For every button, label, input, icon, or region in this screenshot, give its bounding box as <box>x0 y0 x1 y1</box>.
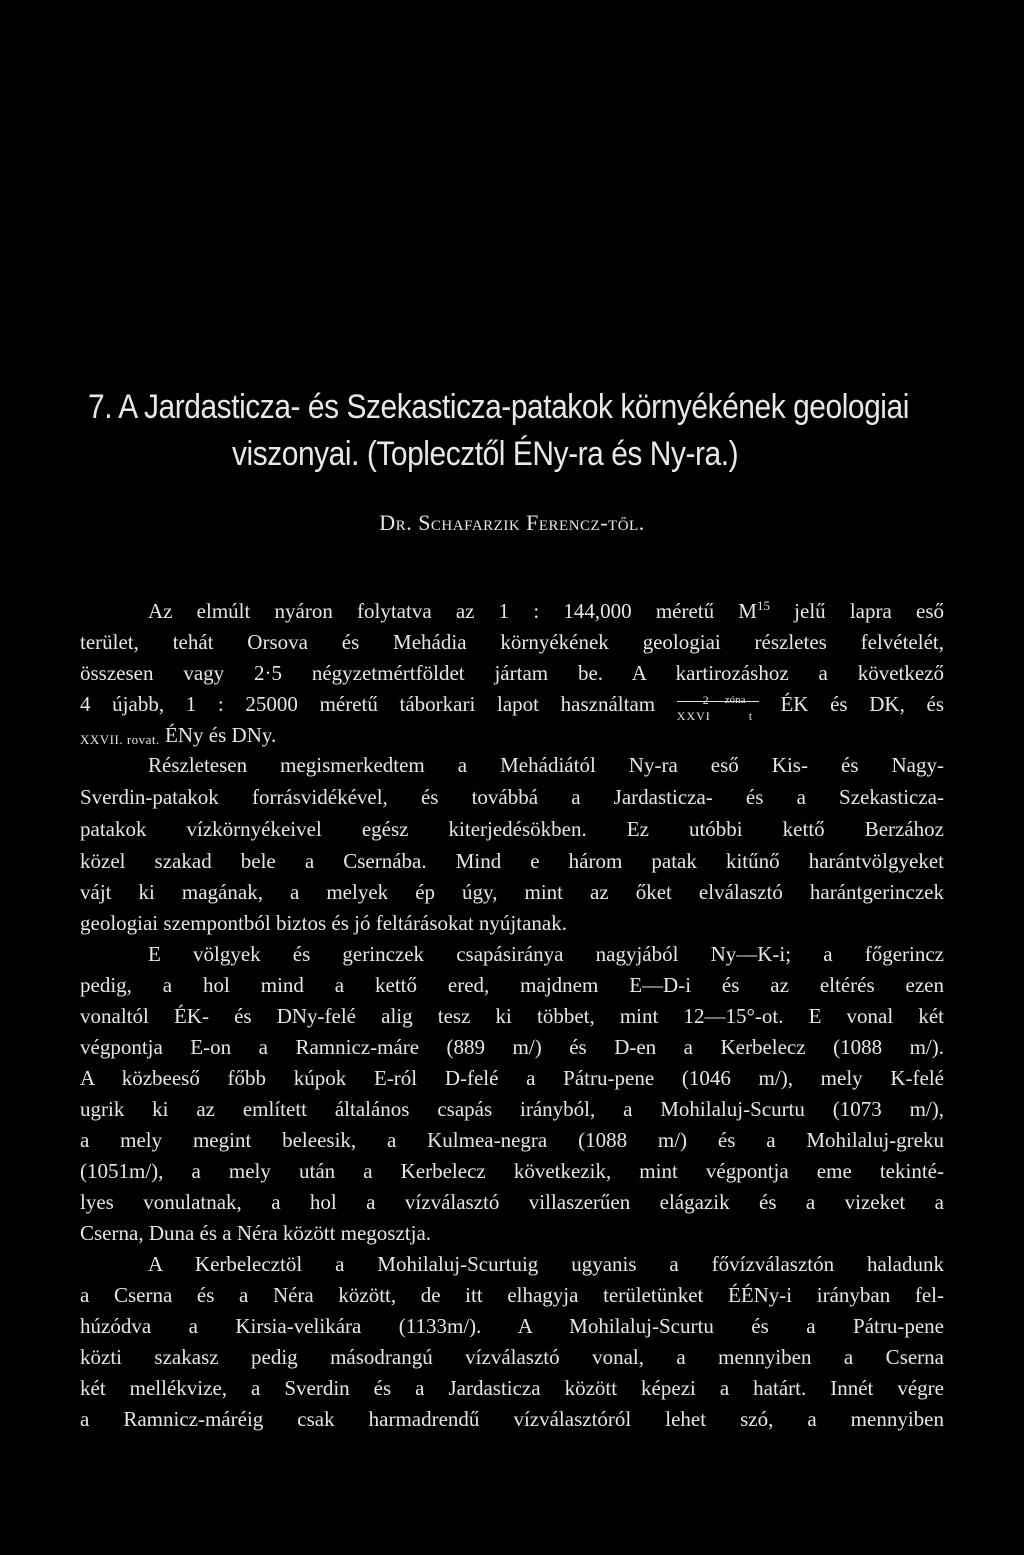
text-line: (1051m/), a mely után a Kerbelecz következik, mint végpontja eme tekinté- <box>80 1159 944 1183</box>
author-byline: Dr. Schafarzik Ferencz-től. <box>379 510 645 535</box>
zone-denominator: XXVI <box>676 709 711 723</box>
map-zone-fraction <box>676 689 759 723</box>
superscript: 15 <box>756 598 770 613</box>
text-line: közti szakasz pedig másodrangú vízválasztó vonal, a mennyiben a Cserna <box>80 1345 944 1369</box>
text-line: patakok vízkörnyékeivel egész kiterjedésökben. Ez utóbbi kettő Berzához <box>80 817 944 841</box>
text-line: geologiai szempontból biztos és jó feltárásokat nyújtanak. <box>80 911 567 935</box>
text-line: összesen vagy 2·5 négyzetmértföldet jártam be. A kartirozáshoz a következő <box>80 661 944 685</box>
title-line-2: viszonyai. (Toplecztől ÉNy-ra és Ny-ra.) <box>232 435 739 473</box>
text-line: húzódva a Kirsia-velikára (1133m/). A Mohilaluj-Scurtu és a Pátru-pene <box>80 1314 944 1338</box>
text-line: vájt ki magának, a melyek ép úgy, mint az őket elválasztó harántgerinczek <box>80 880 944 904</box>
text-fragment: ÉNy és DNy. <box>165 723 277 747</box>
text-line: lyes vonulatnak, a hol a vízválasztó villaszerűen elágazik és a vizeket a <box>80 1190 944 1214</box>
text-line: közel szakad bele a Csernába. Mind e három patak kitűnő harántvölgyeket <box>80 849 944 873</box>
text-line: végpontja E-on a Ramnicz-máre (889 m/) és D-en a Kerbelecz (1088 m/). <box>80 1035 944 1059</box>
text-line: Cserna, Duna és a Néra között megosztja. <box>80 1221 432 1245</box>
text-line: vonaltól ÉK- és DNy-felé alig tesz ki többet, mint 12—15°-ot. E vonal két <box>80 1004 944 1028</box>
text-line <box>80 720 944 753</box>
title-line-1: 7. A Jardasticza- és Szekasticza-patakok környékének geologiai <box>88 388 909 426</box>
text-fragment: Az elmúlt nyáron folytatva az 1 : 144,000 méretű M <box>148 599 757 623</box>
text-line: A közbeeső főbb kúpok E-ról D-felé a Pátru-pene (1046 m/), mely K-felé <box>80 1066 944 1090</box>
text-fragment: 4 újabb, 1 : 25000 méretű táborkari lapot használtam <box>80 692 656 716</box>
text-fragment: ÉK és DK, és <box>780 692 945 716</box>
text-line: a Cserna és a Néra között, de itt elhagyja területünket ÉÉNy-i irányban fel- <box>80 1283 944 1307</box>
text-line: a mely megint beleesik, a Kulmea-negra (1088 m/) és a Mohilaluj-greku <box>80 1128 944 1152</box>
text-line <box>148 596 944 626</box>
text-line: E völgyek és gerinczek csapásiránya nagyjából Ny—K-i; a főgerincz <box>148 942 944 966</box>
text-line: a Ramnicz-máréig csak harmadrendű vízválasztóról lehet szó, a mennyiben <box>80 1407 944 1431</box>
zone-t: t <box>748 709 753 723</box>
zone-word: zóna <box>724 694 746 706</box>
text-line: Részletesen megismerkedtem a Mehádiától Ny-ra eső Kis- és Nagy- <box>148 753 944 777</box>
text-line: két mellékvize, a Sverdin és a Jardasticza között képezi a határt. Innét végre <box>80 1376 944 1400</box>
text-line: A Kerbelecztöl a Mohilaluj-Scurtuig ugyanis a fővízválasztón haladunk <box>148 1252 944 1276</box>
text-line: Sverdin-patakok forrásvidékével, és továbbá a Jardasticza- és a Szekasticza- <box>80 785 944 809</box>
text-line: pedig, a hol mind a kettő ered, majdnem E—D-i és az eltérés ezen <box>80 973 944 997</box>
text-line <box>80 689 945 723</box>
zone-number: 2 <box>702 693 709 707</box>
row-label: XXVII. rovat. <box>80 732 160 747</box>
text-line: ugrik ki az említett általános csapás irányból, a Mohilaluj-Scurtu (1073 m/), <box>80 1097 944 1121</box>
text-fragment: jelű lapra eső <box>769 599 944 623</box>
text-line: terület, tehát Orsova és Mehádia környékének geologiai részletes felvételét, <box>80 630 944 654</box>
